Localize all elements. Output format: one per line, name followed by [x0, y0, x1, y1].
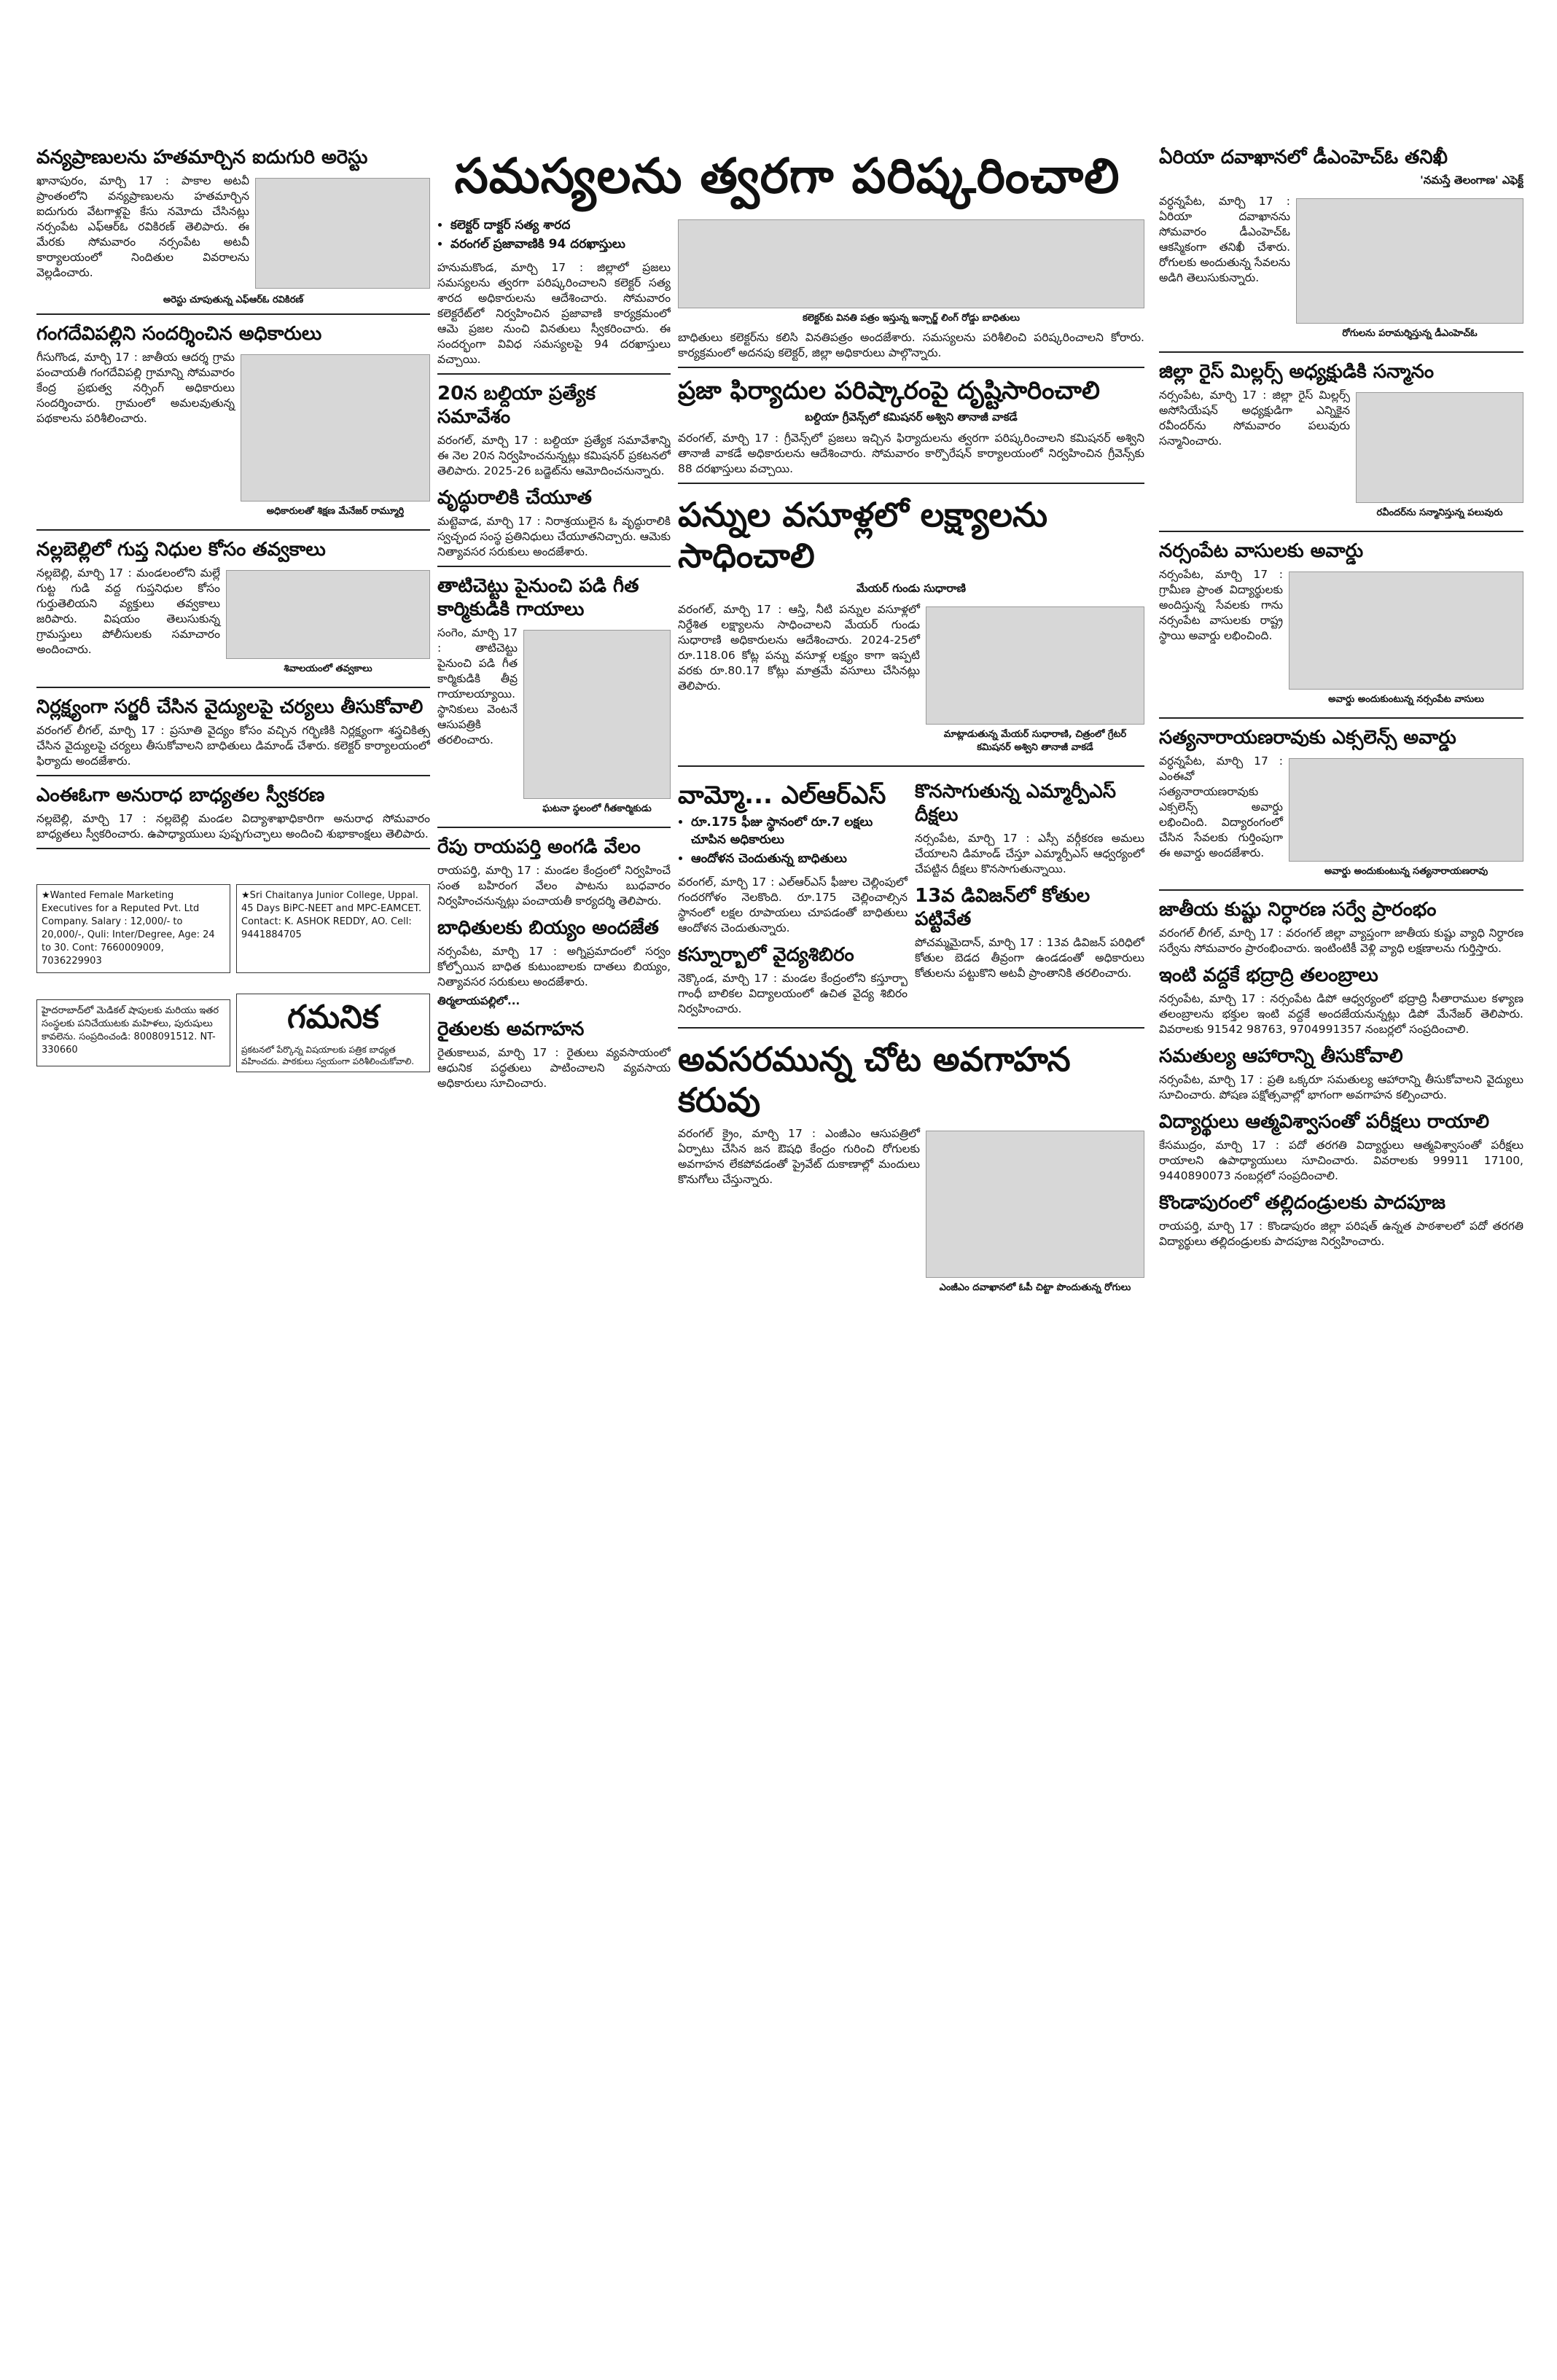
headline-excellence-award: సత్యనారాయణరావుకు ఎక్సలెన్స్ అవార్డు [1159, 727, 1456, 749]
headline-monkey-catching: 13వ డివిజన్‌లో కోతుల పట్టివేత [915, 885, 1090, 930]
notice-title: గమనిక [286, 999, 380, 1036]
divider [36, 687, 430, 688]
divider [437, 566, 671, 567]
article-main: హనుమకొండ, మార్చి 17 : జిల్లాలో ప్రజలు సమస్యలను త్వరగా పరిష్కరించాలని కలెక్టర్ సత్య శారద అధికారులను ఆదేశించారు. సోమవారం కలెక్టరేట్‌లో నిర్వహించిన ప్రజావాణి కార్యక్రమంలో ఆమె ప్రజల నుంచి వినతులు స్వీకరించారు. ఈ సందర్భంగా వివిధ సమస్యలపై 94 దరఖాస్తులు వచ్చాయి. [437, 261, 671, 366]
photo-officials [241, 354, 430, 502]
article-baldiya-meeting: వరంగల్, మార్చి 17 : బల్దియా ప్రత్యేక సమావేశాన్ని ఈ నెల 20న నిర్వహించనున్నట్లు కమిషనర్ ప్రకటనలో తెలిపారు. 2025-26 బడ్జెట్‌ను ఆమోదించనున్నారు. [437, 434, 671, 477]
divider [1159, 889, 1523, 891]
classified-ad-marketing: ★Wanted Female Marketing Executives for a Reputed Pvt. Ltd Company. Salary : 12,000/- to 20,000/-, Quli: Inter/Degree, Age: 24 to 30. Cont: 7660009009, 7036229903 [36, 884, 230, 973]
headline-mrps-protest: కొనసాగుతున్న ఎమ్మార్పీఎస్ దీక్షలు [915, 781, 1117, 826]
divider [36, 775, 430, 776]
photo-excellence-award [1289, 758, 1523, 862]
article-padapuja: రాయపర్తి, మార్చి 17 : కొండాపురం జిల్లా పరిషత్ ఉన్నత పాఠశాలలో పదో తరగతి విద్యార్థులు తల్లిదండ్రులకు పాదపూజ నిర్వహించారు. [1159, 1220, 1523, 1248]
headline-dmho-inspection: ఏరియా దవాఖానలో డీఎంహెచ్ఓ తనిఖీ [1159, 147, 1448, 168]
headline-awareness-lacking: అవసరమున్న చోట అవగాహన కరువు [678, 1039, 1071, 1120]
photo-narsampet-award [1289, 571, 1523, 690]
headline-meo-anuradha: ఎంఈఓగా అనురాధ బాధ్యతల స్వీకరణ [36, 784, 325, 806]
article-excellence-award: వర్ధన్నపేట, మార్చి 17 : ఎంఈవో సత్యనారాయణరావుకు ఎక్సలెన్స్ అవార్డు లభించింది. విద్యారంగంలో చేసిన సేవలకు గుర్తింపుగా ఈ అవార్డు అందజేశారు. [1159, 754, 1283, 859]
classified-ad-college: ★Sri Chaitanya Junior College, Uppal. 45 Days BiPC-NEET and MPC-EAMCET. Contact: K. ASHOK REDDY, AO. Cell: 9441884705 [236, 884, 430, 973]
caption-mgm-hospital: ఎంజీఎం దవాఖానలో ఓపీ చిట్టా పొందుతున్న రోగులు [939, 1282, 1131, 1293]
photo-rice-millers [1356, 392, 1523, 503]
caption-dmho: రోగులను పరామర్శిస్తున్న డీఎంహెచ్ఓ [1342, 328, 1478, 339]
photo-dmho [1296, 198, 1523, 324]
caption-officials: అధికారులతో శిక్షణ మేనేజర్ రామ్మూర్తి [266, 506, 405, 517]
article-rayaparthy-auction: రాయపర్తి, మార్చి 17 : మండల కేంద్రంలో నిర్వహించే సంత బహిరంగ వేలం పాటను బుధవారం నిర్వహించనున్నట్లు పంచాయతీ కార్యదర్శి తెలిపారు. [437, 864, 671, 908]
lrs-bullets [678, 815, 908, 869]
caption-digging: శివాలయంలో తవ్వకాలు [284, 663, 372, 674]
divider [437, 373, 671, 375]
headline-treasure-digging: నల్లబెల్లిలో గుప్త నిధుల కోసం తవ్వకాలు [36, 539, 326, 561]
article-toddy-tapper: సంగెం, మార్చి 17 : తాటిచెట్టు పైనుంచి పడి గీత కార్మికుడికి తీవ్ర గాయాలయ్యాయి. స్థానికులు వెంటనే ఆసుపత్రికి తరలించారు. [437, 626, 518, 746]
headline-gangadevipalli: గంగదేవిపల్లిని సందర్శించిన అధికారులు [36, 323, 322, 345]
caption-excellence-award: అవార్డు అందుకుంటున్న సత్యనారాయణరావు [1324, 866, 1488, 877]
main-bullet: • కలెక్టర్ దాక్టర్ సత్య శారద [450, 218, 671, 235]
lrs-bullet: • రూ.175 ఫీజు స్థానంలో రూ.7 లక్షలు చూపిన అధికారులు [691, 815, 908, 850]
article-student-exams: కేసముద్రం, మార్చి 17 : పదో తరగతి విద్యార్థులు ఆత్మవిశ్వాసంతో పరీక్షలు రాయాలని ఉపాధ్యాయులు సూచించారు. వివరాలకు 99911 17100, 9440890073 నంబర్లలో సంప్రదించాలి. [1159, 1139, 1523, 1182]
article-awareness-lacking: వరంగల్ క్రైం, మార్చి 17 : ఎంజీఎం ఆసుపత్రిలో ఏర్పాటు చేసిన జన ఔషధి కేంద్రం గురించి రోగులకు అవగాహన లేకపోవడంతో ప్రైవేట్ దుకాణాల్లో మందులు కొనుగోలు చేస్తున్నారు. [678, 1127, 920, 1186]
divider [36, 848, 430, 849]
column-3 [678, 215, 1144, 2365]
caption-arrest: అరెస్టు చూపుతున్న ఎఫ్ఆర్ఓ రవికిరణ్ [163, 294, 304, 305]
article-wildlife-arrest: ఖానాపురం, మార్చి 17 : పాకాల అటవీ ప్రాంతంలోని వన్యప్రాణులను హతమార్చిన ఐదుగురు వేటగాళ్లపై కేసు నమోదు చేసినట్లు నర్సంపేట ఎఫ్ఆర్ఓ రవికిరణ్ తెలిపారు. ఈ మేరకు సోమవారం నర్సంపేట అటవీ కార్యాలయంలో నిందితుల వివరాలను వెల్లడించారు. [36, 174, 249, 279]
headline-tax-collection: పన్నుల వసూళ్లలో లక్ష్యాలను సాధించాలి [678, 495, 1048, 575]
main-bullets [437, 218, 671, 254]
notice-box [236, 994, 430, 1072]
headline-narsampet-award: నర్సంపేట వాసులకు అవార్డు [1159, 540, 1364, 562]
main-bullet: • వరంగల్ ప్రజావాణికి 94 దరఖాస్తులు [450, 237, 671, 254]
caption-narsampet-award: అవార్డు అందుకుంటున్న నర్సంపేట వాసులు [1328, 694, 1484, 705]
photo-arrest [255, 178, 430, 289]
photo-toddy-tapper [523, 630, 671, 799]
column-1 [36, 138, 430, 2365]
divider [437, 827, 671, 828]
article-meo-anuradha: నల్లబెల్లి, మార్చి 17 : నల్లబెల్లి మండల విద్యాశాఖాధికారిగా అనురాధ సోమవారం బాధ్యతలు స్వీకరించారు. ఉపాధ్యాయులు పుష్పగుచ్ఛాలు అందించి శుభాకాంక్షలు తెలిపారు. [36, 812, 430, 840]
divider [36, 313, 430, 315]
column-2 [437, 215, 671, 2365]
column-4 [1159, 138, 1523, 2365]
article-treasure-digging: నల్లబెల్లి, మార్చి 17 : మండలంలోని మల్లే గుట్ట గుడి వద్ద గుప్తనిధుల కోసం గుర్తుతెలియని వ్యక్తులు తవ్వకాలు జరిపారు. విషయం తెలుసుకున్న గ్రామస్తులు పోలీసులకు సమాచారం అందించారు. [36, 566, 220, 656]
headline-lrs: వామ్మో... ఎల్ఆర్ఎస్ [678, 781, 886, 810]
divider [678, 367, 1144, 368]
photo-mgm-hospital [926, 1131, 1144, 1278]
headline-padapuja: కొండాపురంలో తల్లిదండ్రులకు పాదపూజ [1159, 1192, 1445, 1214]
article-medical-camp: నెక్కొండ, మార్చి 17 : మండల కేంద్రంలోని కస్తూర్బా గాంధీ బాలికల విద్యాలయంలో ఉచిత వైద్య శిబిరం నిర్వహించారు. [678, 972, 908, 1015]
article-doctor-negligence: వరంగల్ లీగల్, మార్చి 17 : ప్రసూతి వైద్యం కోసం వచ్చిన గర్భిణికి నిర్లక్ష్యంగా శస్త్రచికిత్స చేసిన వైద్యులపై చర్యలు తీసుకోవాలని బాధితులు డిమాండ్ చేశారు. కలెక్టర్ కార్యాలయంలో ఫిర్యాదు అందజేశారు. [36, 724, 430, 768]
photo-digging [226, 570, 430, 659]
subhead-grievances: బల్దియా గ్రీవెన్స్‌లో కమిషనర్ అశ్విని తానాజీ వాకడే [805, 410, 1018, 424]
divider [678, 1027, 1144, 1029]
lrs-bullet: • ఆందోళన చెందుతున్న బాధితులు [691, 851, 908, 869]
headline-toddy-tapper: తాటిచెట్టు పైనుంచి పడి గీత కార్మికుడికి గాయాలు [437, 575, 639, 620]
article-petition: బాధితులు కలెక్టర్‌ను కలిసి వినతిపత్రం అందజేశారు. సమస్యలను పరిశీలించి పరిష్కరించాలని కోరారు. కార్యక్రమంలో అదనపు కలెక్టర్, జిల్లా అధికారులు పాల్గొన్నారు. [678, 331, 1144, 359]
headline-farmer-awareness: రైతులకు అవగాహన [437, 1018, 585, 1040]
subhead-tirmalayapalli: తిర్మలాయపల్లిలో... [437, 994, 520, 1007]
article-tax-collection: వరంగల్, మార్చి 17 : ఆస్తి, నీటి పన్నుల వసూళ్లలో నిర్దేశిత లక్ష్యాలను సాధించాలని మేయర్ గుండు సుధారాణి అధికారులను ఆదేశించారు. 2024-25లో రూ.118.06 కోట్ల పన్ను వసూళ్ల లక్ష్యం కాగా ఇప్పటి వరకు రూ.80.17 కోట్లు మాత్రమే వసూలు చేసినట్లు తెలిపారు. [678, 603, 920, 692]
article-elderly-help: మట్టెవాడ, మార్చి 17 : నిరాశ్రయులైన ఓ వృద్ధురాలికి స్వచ్ఛంద సంస్థ ప్రతినిధులు చేయూతనిచ్చారు. ఆమెకు నిత్యావసర సరుకులు అందజేశారు. [437, 515, 671, 558]
main-headline: సమస్యలను త్వరగా పరిష్కరించాలి [454, 148, 1120, 204]
headline-doctor-negligence: నిర్లక్ష్యంగా సర్జరీ చేసిన వైద్యులపై చర్యలు తీసుకోవాలి [36, 696, 424, 718]
article-gangadevipalli: గీసుగొండ, మార్చి 17 : జాతీయ ఆదర్శ గ్రామ పంచాయతీ గంగదేవిపల్లి గ్రామాన్ని సోమవారం కేంద్ర ప్రభుత్వ నర్సింగ్ అధికారులు సందర్శించారు. గ్రామంలో అమలవుతున్న పథకాలను పరిశీలించారు. [36, 351, 235, 425]
headline-baldiya-meeting: 20న బల్దియా ప్రత్యేక సమావేశం [437, 383, 596, 428]
article-public-grievances: వరంగల్, మార్చి 17 : గ్రీవెన్స్‌లో ప్రజలు ఇచ్చిన ఫిర్యాదులను త్వరగా పరిష్కరించాలని కమిషనర్ అశ్విని తానాజీ వాకడే అధికారులను ఆదేశించారు. సోమవారం కార్పొరేషన్ కార్యాలయంలో నిర్వహించిన గ్రీవెన్స్‌కు 88 దరఖాస్తులు వచ్చాయి. [678, 432, 1144, 475]
article-balanced-diet: నర్సంపేట, మార్చి 17 : ప్రతి ఒక్కరూ సమతుల్య ఆహారాన్ని తీసుకోవాలని వైద్యులు సూచించారు. పోషణ పక్షోత్సవాల్లో భాగంగా అవగాహన కల్పించారు. [1159, 1073, 1523, 1101]
headline-public-grievances: ప్రజా ఫిర్యాదుల పరిష్కారంపై దృష్టిసారించాలి [678, 376, 1100, 405]
headline-rice-distribution: బాధితులకు బియ్యం అందజేత [437, 917, 659, 939]
caption-collector-petition: కలెక్టర్‌కు వినతి పత్రం ఇస్తున్న ఇన్చార్జ్ లింగ్ రోడ్డు బాధితులు [803, 313, 1020, 324]
divider [36, 529, 430, 531]
article-bhadradri-talambralu: నర్సంపేట, మార్చి 17 : నర్సంపేట డిపో ఆధ్వర్యంలో భద్రాద్రి సీతారాముల కళ్యాణ తలంబ్రాలను భక్తుల ఇంటి వద్దకే అందజేయనున్నట్లు డిపో మేనేజర్ తెలిపారు. వివరాలకు 91542 98763, 9704991357 నంబర్లలో సంప్రదించాలి. [1159, 992, 1523, 1036]
photo-mayor-meeting [926, 606, 1144, 725]
divider [1159, 531, 1523, 532]
caption-toddy-tapper: ఘటనా స్థలంలో గీతకార్మికుడు [542, 803, 652, 814]
headline-bhadradri-talambralu: ఇంటి వద్దకే భద్రాద్రి తలంబ్రాలు [1159, 964, 1378, 986]
headline-medical-camp: కస్నూర్బాలో వైద్యశిబిరం [678, 944, 854, 966]
photo-collector-petition [678, 219, 1144, 308]
headline-leprosy-survey: జాతీయ కుష్టు నిర్ధారణ సర్వే ప్రారంభం [1159, 899, 1437, 921]
caption-rice-millers: రవీందర్‌ను సన్మానిస్తున్న పలువురు [1376, 507, 1503, 518]
article-rice-distribution: నర్సంపేట, మార్చి 17 : అగ్నిప్రమాదంలో సర్వం కోల్పోయిన బాధిత కుటుంబాలకు దాతలు బియ్యం, నిత్యావసర సరుకులు అందజేశారు. [437, 945, 671, 988]
article-narsampet-award: నర్సంపేట, మార్చి 17 : గ్రామీణ ప్రాంత విద్యార్థులకు అందిస్తున్న సేవలకు గాను నర్సంపేట వాసులకు రాష్ట్ర స్థాయి అవార్డు లభించింది. [1159, 568, 1283, 642]
article-mrps-protest: నర్సంపేట, మార్చి 17 : ఎస్సీ వర్గీకరణ అమలు చేయాలని డిమాండ్ చేస్తూ ఎమ్మార్పీఎస్ ఆధ్వర్యంలో చేపట్టిన దీక్షలు కొనసాగుతున్నాయి. [915, 832, 1144, 875]
divider [1159, 351, 1523, 353]
headline-rice-millers: జిల్లా రైస్ మిల్లర్స్ అధ్యక్షుడికి సన్మానం [1159, 361, 1435, 383]
caption-mayor-meeting: మాట్లాడుతున్న మేయర్ సుధారాణి, చిత్రంలో గ్రేటర్ కమిషనర్ అశ్విని తానాజీ వాకడే [943, 729, 1127, 753]
article-dmho-inspection: వర్ధన్నపేట, మార్చి 17 : ఏరియా దవాఖానను సోమవారం డీఎంహెచ్ఓ ఆకస్మికంగా తనిఖీ చేశారు. రోగులకు అందుతున్న సేవలను అడిగి తెలుసుకున్నారు. [1159, 195, 1290, 284]
notice-text: ప్రకటనలో పేర్కొన్న విషయాలకు పత్రిక బాధ్యత వహించదు. పాఠకులు స్వయంగా పరిశీలించుకోవాలి. [241, 1045, 415, 1066]
headline-student-exams: విద్యార్థులు ఆత్మవిశ్వాసంతో పరీక్షలు రాయాలి [1159, 1111, 1490, 1133]
article-lrs: వరంగల్, మార్చి 17 : ఎల్ఆర్ఎస్ ఫీజుల చెల్లింపులో గందరగోళం నెలకొంది. రూ.175 చెల్లించాల్సిన స్థానంలో లక్షల రూపాయలు చూపడంతో బాధితులు ఆందోళన చెందుతున్నారు. [678, 875, 908, 935]
article-monkey-catching: పోచమ్మమైదాన్, మార్చి 17 : 13వ డివిజన్ పరిధిలో కోతుల బెడద తీవ్రంగా ఉండడంతో అధికారులు కోతులను పట్టుకొని అటవీ ప్రాంతానికి తరలించారు. [915, 936, 1144, 980]
divider [678, 765, 1144, 767]
divider [1159, 717, 1523, 719]
divider [678, 483, 1144, 484]
headline-elderly-help: వృద్ధురాలికి చేయూత [437, 487, 592, 509]
article-leprosy-survey: వరంగల్ లీగల్, మార్చి 17 : వరంగల్ జిల్లా వ్యాప్తంగా జాతీయ కుష్టు వ్యాధి నిర్ధారణ సర్వేను సోమవారం ప్రారంభించారు. ఇంటింటికీ వెళ్లి వ్యాధి లక్షణాలను గుర్తిస్తారు. [1159, 926, 1523, 955]
headline-rayaparthy-auction: రేపు రాయపర్తి అంగడి వేలం [437, 836, 641, 858]
classified-ad-jobs: హైదరాబాద్‌లో మెడికల్ షాపులకు మరియు ఇతర సంస్థలకు పనిచేయుటకు మహిళలు, పురుషులు కావలెను. సంప్రదించండి: 8008091512. NT-330660 [36, 999, 230, 1066]
article-farmer-awareness: రైతుకాలువ, మార్చి 17 : రైతులు వ్యవసాయంలో ఆధునిక పద్ధతులు పాటించాలని వ్యవసాయ అధికారులు సూచించారు. [437, 1046, 671, 1090]
headline-balanced-diet: సమతుల్య ఆహారాన్ని తీసుకోవాలి [1159, 1045, 1403, 1067]
headline-wildlife-arrest: వన్యప్రాణులను హతమార్చిన ఐదుగురి అరెస్టు [36, 147, 368, 168]
subhead-mayor: మేయర్ గుండు సుధారాణి [856, 582, 967, 595]
article-rice-millers: నర్సంపేట, మార్చి 17 : జిల్లా రైస్ మిల్లర్స్ అసోసియేషన్ అధ్యక్షుడిగా ఎన్నికైన రవీందర్‌ను సోమవారం పలువురు సన్మానించారు. [1159, 389, 1350, 448]
effect-tag: 'నమస్తే తెలంగాణ' ఎఫెక్ట్ [1420, 173, 1523, 187]
